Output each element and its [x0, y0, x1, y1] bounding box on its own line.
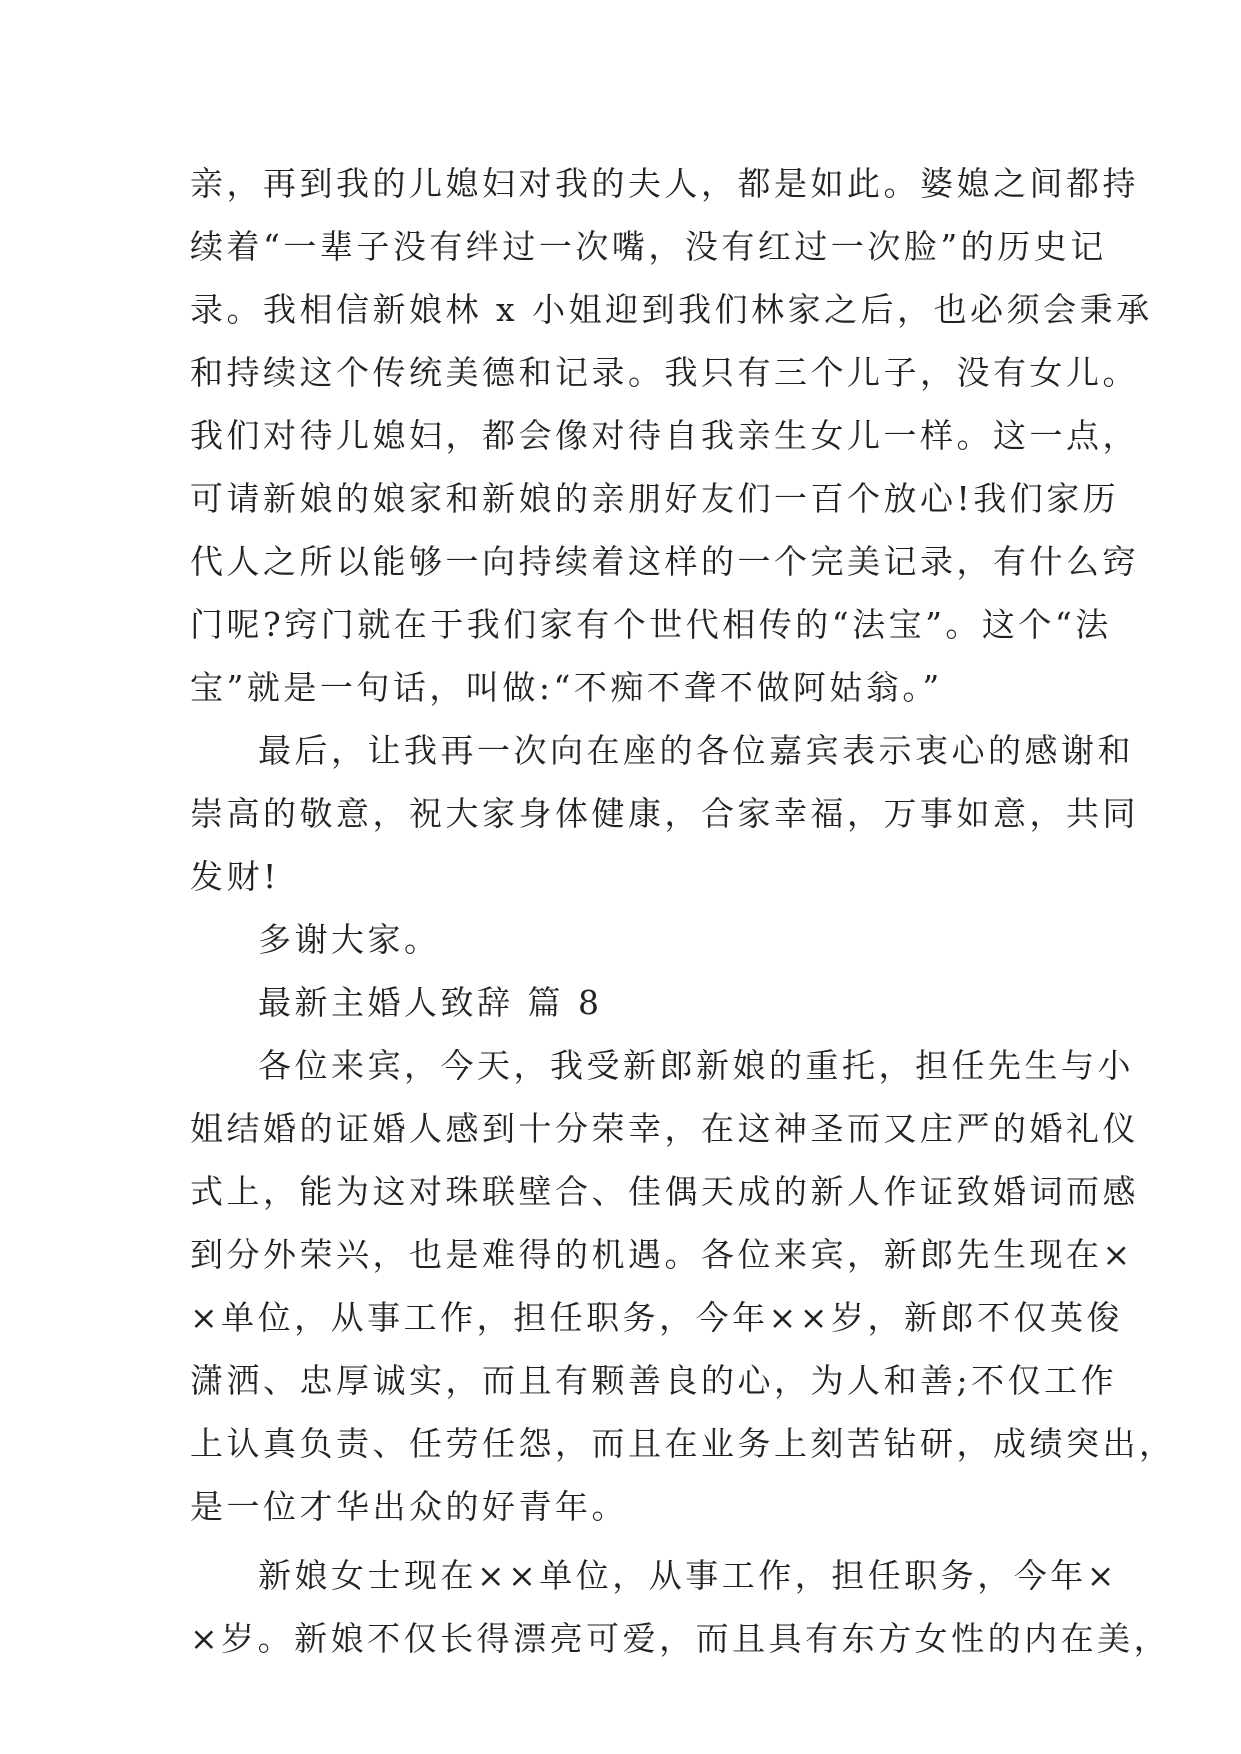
text-line: 和持续这个传统美德和记录。我只有三个儿子，没有女儿。 [190, 353, 1139, 392]
text-line: 姐结婚的证婚人感到十分荣幸，在这神圣而又庄严的婚礼仪 [190, 1109, 1139, 1148]
text-line: 宝”就是一句话，叫做:“不痴不聋不做阿姑翁。” [190, 668, 943, 707]
text-line: 亲，再到我的儿媳妇对我的夫人，都是如此。婆媳之间都持 [190, 164, 1139, 203]
text-line: 到分外荣兴，也是难得的机遇。各位来宾，新郎先生现在× [190, 1235, 1134, 1274]
paragraph-start-line: 新娘女士现在××单位，从事工作，担任职务，今年× [258, 1556, 1118, 1595]
text-line: 续着“一辈子没有绊过一次嘴，没有红过一次脸”的历史记 [190, 227, 1107, 266]
text-line: 是一位才华出众的好青年。 [190, 1487, 628, 1526]
text-line: 发财! [190, 857, 280, 896]
paragraph-start-line: 各位来宾，今天，我受新郎新娘的重托，担任先生与小 [258, 1046, 1134, 1085]
text-line: 代人之所以能够一向持续着这样的一个完美记录，有什么窍 [190, 542, 1139, 581]
closing-line: 多谢大家。 [258, 920, 441, 959]
text-line: 录。我相信新娘林 x 小姐迎到我们林家之后，也必须会秉承 [190, 290, 1153, 329]
section-heading: 最新主婚人致辞 篇 8 [258, 983, 603, 1022]
text-line: 崇高的敬意，祝大家身体健康，合家幸福，万事如意，共同 [190, 794, 1139, 833]
text-line: 式上，能为这对珠联壁合、佳偶天成的新人作证致婚词而感 [190, 1172, 1139, 1211]
body-text [190, 152, 1176, 1670]
text-line: ×岁。新娘不仅长得漂亮可爱，而且具有东方女性的内在美， [190, 1619, 1171, 1658]
text-line: 上认真负责、任劳任怨，而且在业务上刻苦钻研，成绩突出， [190, 1424, 1176, 1463]
text-line: 可请新娘的娘家和新娘的亲朋好友们一百个放心!我们家历 [190, 479, 1120, 518]
text-line: ×单位，从事工作，担任职务，今年××岁，新郎不仅英俊 [190, 1298, 1123, 1337]
text-line: 门呢?窍门就在于我们家有个世代相传的“法宝”。这个“法 [190, 605, 1112, 644]
text-line: 潇洒、忠厚诚实，而且有颗善良的心，为人和善;不仅工作 [190, 1361, 1118, 1400]
paragraph-start-line: 最后，让我再一次向在座的各位嘉宾表示衷心的感谢和 [258, 731, 1134, 770]
text-line: 我们对待儿媳妇，都会像对待自我亲生女儿一样。这一点， [190, 416, 1139, 455]
